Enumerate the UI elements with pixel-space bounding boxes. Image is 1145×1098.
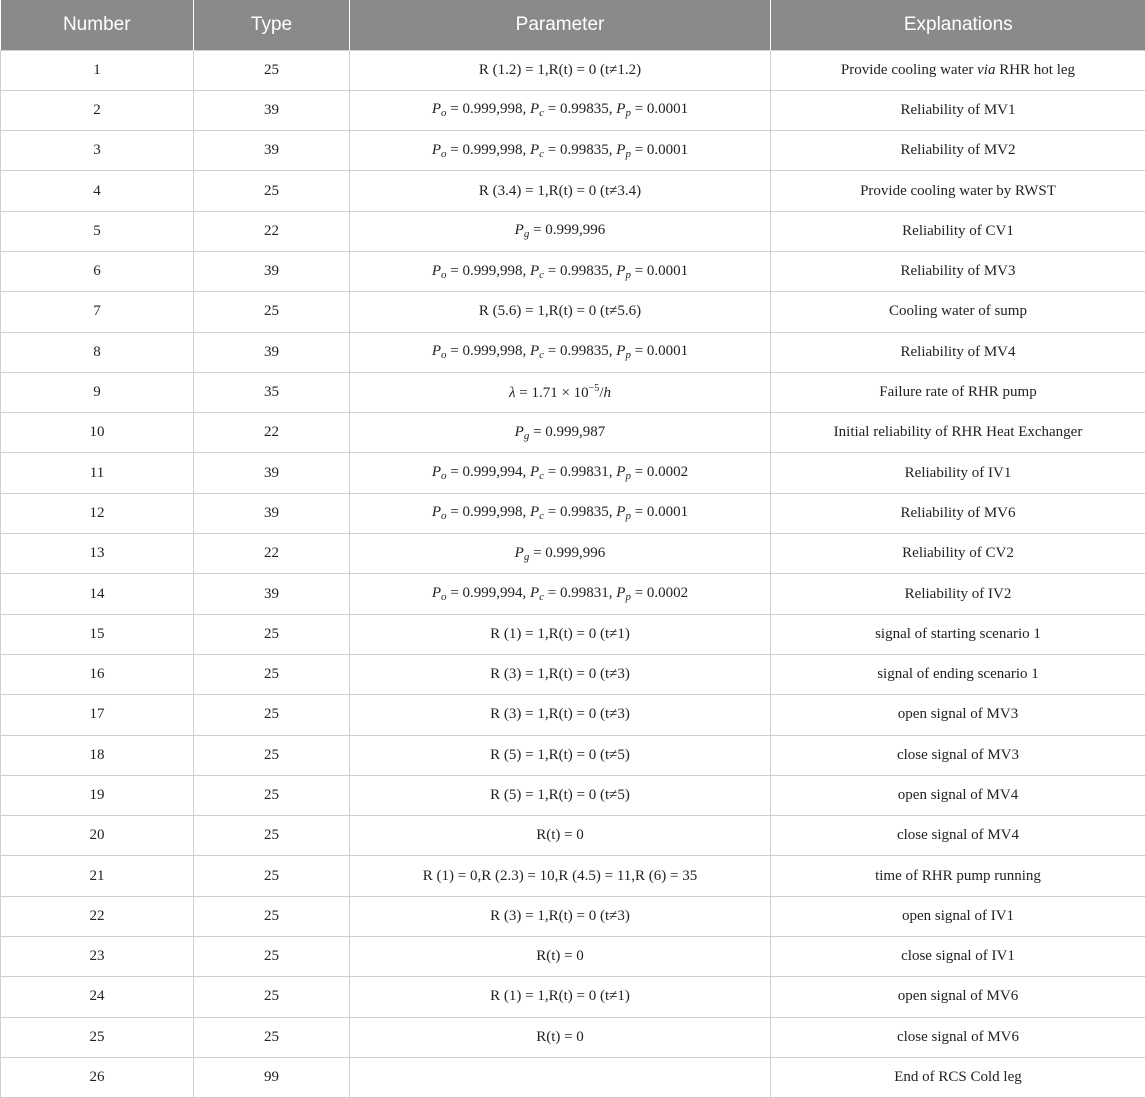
- table-row: [1, 453, 1145, 493]
- type-cell: 39: [194, 453, 350, 493]
- explanation-cell: Reliability of IV2: [771, 574, 1145, 614]
- explanation-cell: close signal of MV3: [771, 735, 1145, 775]
- number-cell: 20: [1, 816, 194, 856]
- explanation-cell: open signal of MV4: [771, 775, 1145, 815]
- parameter-cell: R(t) = 0: [350, 816, 771, 856]
- table-row: [1, 251, 1145, 291]
- header-parameter: Parameter: [350, 0, 771, 50]
- parameter-cell: R (3) = 1,R(t) = 0 (t≠3): [350, 695, 771, 735]
- type-cell: 22: [194, 211, 350, 251]
- table-row: [1, 534, 1145, 574]
- type-cell: 39: [194, 493, 350, 533]
- table-row: [1, 856, 1145, 896]
- parameter-cell: R (3) = 1,R(t) = 0 (t≠3): [350, 896, 771, 936]
- type-cell: 25: [194, 654, 350, 694]
- number-cell: 17: [1, 695, 194, 735]
- parameter-cell: R (1) = 1,R(t) = 0 (t≠1): [350, 977, 771, 1017]
- parameter-cell: [350, 1057, 771, 1097]
- type-cell: 25: [194, 171, 350, 211]
- parameter-cell: $P_g = 0.999,996$: [350, 211, 771, 251]
- type-cell: 25: [194, 50, 350, 90]
- table-row: [1, 1057, 1145, 1097]
- parameter-cell: $P_g = 0.999,996$: [350, 534, 771, 574]
- number-cell: 26: [1, 1057, 194, 1097]
- explanation-cell: Reliability of MV3: [771, 251, 1145, 291]
- header-row: [1, 0, 1145, 50]
- number-cell: 1: [1, 50, 194, 90]
- table-row: [1, 896, 1145, 936]
- number-cell: 18: [1, 735, 194, 775]
- explanation-cell: close signal of IV1: [771, 937, 1145, 977]
- number-cell: 11: [1, 453, 194, 493]
- table-row: [1, 695, 1145, 735]
- parameter-cell: R (3) = 1,R(t) = 0 (t≠3): [350, 654, 771, 694]
- number-cell: 25: [1, 1017, 194, 1057]
- table-row: [1, 735, 1145, 775]
- parameter-cell: R (5) = 1,R(t) = 0 (t≠5): [350, 775, 771, 815]
- parameter-cell: $P_o = 0.999,994$, $P_c = 0.99831$, $P_p = 0.0002$: [350, 453, 771, 493]
- table-row: [1, 211, 1145, 251]
- number-cell: 12: [1, 493, 194, 533]
- table-row: [1, 816, 1145, 856]
- header-number: Number: [1, 0, 194, 50]
- type-cell: 39: [194, 332, 350, 372]
- parameter-cell: R(t) = 0: [350, 937, 771, 977]
- explanation-cell: open signal of MV6: [771, 977, 1145, 1017]
- parameter-cell: $P_o = 0.999,998$, $P_c = 0.99835$, $P_p = 0.0001$: [350, 493, 771, 533]
- explanation-cell: time of RHR pump running: [771, 856, 1145, 896]
- table-row: [1, 413, 1145, 453]
- table-row: [1, 372, 1145, 412]
- type-cell: 25: [194, 695, 350, 735]
- type-cell: 25: [194, 816, 350, 856]
- number-cell: 21: [1, 856, 194, 896]
- number-cell: 7: [1, 292, 194, 332]
- explanation-cell: End of RCS Cold leg: [771, 1057, 1145, 1097]
- type-cell: 39: [194, 574, 350, 614]
- type-cell: 25: [194, 292, 350, 332]
- parameter-cell: $P_g = 0.999,987$: [350, 413, 771, 453]
- number-cell: 9: [1, 372, 194, 412]
- parameter-cell: R (5.6) = 1,R(t) = 0 (t≠5.6): [350, 292, 771, 332]
- type-cell: 25: [194, 775, 350, 815]
- parameter-cell: R (1.2) = 1,R(t) = 0 (t≠1.2): [350, 50, 771, 90]
- type-cell: 39: [194, 90, 350, 130]
- number-cell: 13: [1, 534, 194, 574]
- explanation-cell: signal of ending scenario 1: [771, 654, 1145, 694]
- explanation-cell: close signal of MV6: [771, 1017, 1145, 1057]
- type-cell: 39: [194, 131, 350, 171]
- table-row: [1, 292, 1145, 332]
- type-cell: 25: [194, 735, 350, 775]
- number-cell: 8: [1, 332, 194, 372]
- table-row: [1, 775, 1145, 815]
- type-cell: 22: [194, 534, 350, 574]
- explanation-cell: Initial reliability of RHR Heat Exchanger: [771, 413, 1145, 453]
- explanation-cell: open signal of MV3: [771, 695, 1145, 735]
- parameter-cell: $P_o = 0.999,998$, $P_c = 0.99835$, $P_p = 0.0001$: [350, 332, 771, 372]
- number-cell: 24: [1, 977, 194, 1017]
- number-cell: 22: [1, 896, 194, 936]
- explanation-cell: Failure rate of RHR pump: [771, 372, 1145, 412]
- table-row: [1, 171, 1145, 211]
- type-cell: 22: [194, 413, 350, 453]
- type-cell: 25: [194, 1017, 350, 1057]
- explanation-cell: Reliability of MV4: [771, 332, 1145, 372]
- explanation-cell: Provide cooling water by RWST: [771, 171, 1145, 211]
- explanation-cell: close signal of MV4: [771, 816, 1145, 856]
- type-cell: 39: [194, 251, 350, 291]
- type-cell: 25: [194, 977, 350, 1017]
- table-row: [1, 1017, 1145, 1057]
- table-row: [1, 977, 1145, 1017]
- table-row: [1, 90, 1145, 130]
- explanation-cell: Provide cooling water via RHR hot leg: [771, 50, 1145, 90]
- number-cell: 10: [1, 413, 194, 453]
- number-cell: 2: [1, 90, 194, 130]
- explanation-cell: open signal of IV1: [771, 896, 1145, 936]
- parameter-cell: $P_o = 0.999,994$, $P_c = 0.99831$, $P_p = 0.0002$: [350, 574, 771, 614]
- explanation-cell: Reliability of CV2: [771, 534, 1145, 574]
- explanation-cell: Reliability of IV1: [771, 453, 1145, 493]
- parameter-cell: $P_o = 0.999,998$, $P_c = 0.99835$, $P_p = 0.0001$: [350, 251, 771, 291]
- parameter-cell: R (1) = 1,R(t) = 0 (t≠1): [350, 614, 771, 654]
- type-cell: 99: [194, 1057, 350, 1097]
- parameter-cell: R (1) = 0,R (2.3) = 10,R (4.5) = 11,R (6) = 35: [350, 856, 771, 896]
- table-row: [1, 50, 1145, 90]
- type-cell: 25: [194, 937, 350, 977]
- table-row: [1, 654, 1145, 694]
- number-cell: 4: [1, 171, 194, 211]
- explanation-cell: Reliability of CV1: [771, 211, 1145, 251]
- parameter-cell: R(t) = 0: [350, 1017, 771, 1057]
- type-cell: 35: [194, 372, 350, 412]
- table-row: [1, 574, 1145, 614]
- parameter-cell: R (3.4) = 1,R(t) = 0 (t≠3.4): [350, 171, 771, 211]
- type-cell: 25: [194, 614, 350, 654]
- number-cell: 3: [1, 131, 194, 171]
- table-row: [1, 614, 1145, 654]
- explanation-cell: Cooling water of sump: [771, 292, 1145, 332]
- explanation-cell: Reliability of MV1: [771, 90, 1145, 130]
- number-cell: 23: [1, 937, 194, 977]
- header-type: Type: [194, 0, 350, 50]
- table-row: [1, 131, 1145, 171]
- number-cell: 5: [1, 211, 194, 251]
- table-row: [1, 493, 1145, 533]
- parameter-cell: $P_o = 0.999,998$, $P_c = 0.99835$, $P_p = 0.0001$: [350, 90, 771, 130]
- number-cell: 15: [1, 614, 194, 654]
- explanation-cell: Reliability of MV6: [771, 493, 1145, 533]
- table-row: [1, 332, 1145, 372]
- number-cell: 19: [1, 775, 194, 815]
- explanation-cell: signal of starting scenario 1: [771, 614, 1145, 654]
- number-cell: 16: [1, 654, 194, 694]
- number-cell: 14: [1, 574, 194, 614]
- number-cell: 6: [1, 251, 194, 291]
- table-body: [1, 50, 1145, 1098]
- type-cell: 25: [194, 856, 350, 896]
- header-explanations: Explanations: [771, 0, 1145, 50]
- parameter-cell: $P_o = 0.999,998$, $P_c = 0.99835$, $P_p = 0.0001$: [350, 131, 771, 171]
- type-cell: 25: [194, 896, 350, 936]
- table-row: [1, 937, 1145, 977]
- explanation-cell: Reliability of MV2: [771, 131, 1145, 171]
- parameter-cell: $\lambda = 1.71 \times 10^{-5}/h$: [350, 372, 771, 412]
- parameter-cell: R (5) = 1,R(t) = 0 (t≠5): [350, 735, 771, 775]
